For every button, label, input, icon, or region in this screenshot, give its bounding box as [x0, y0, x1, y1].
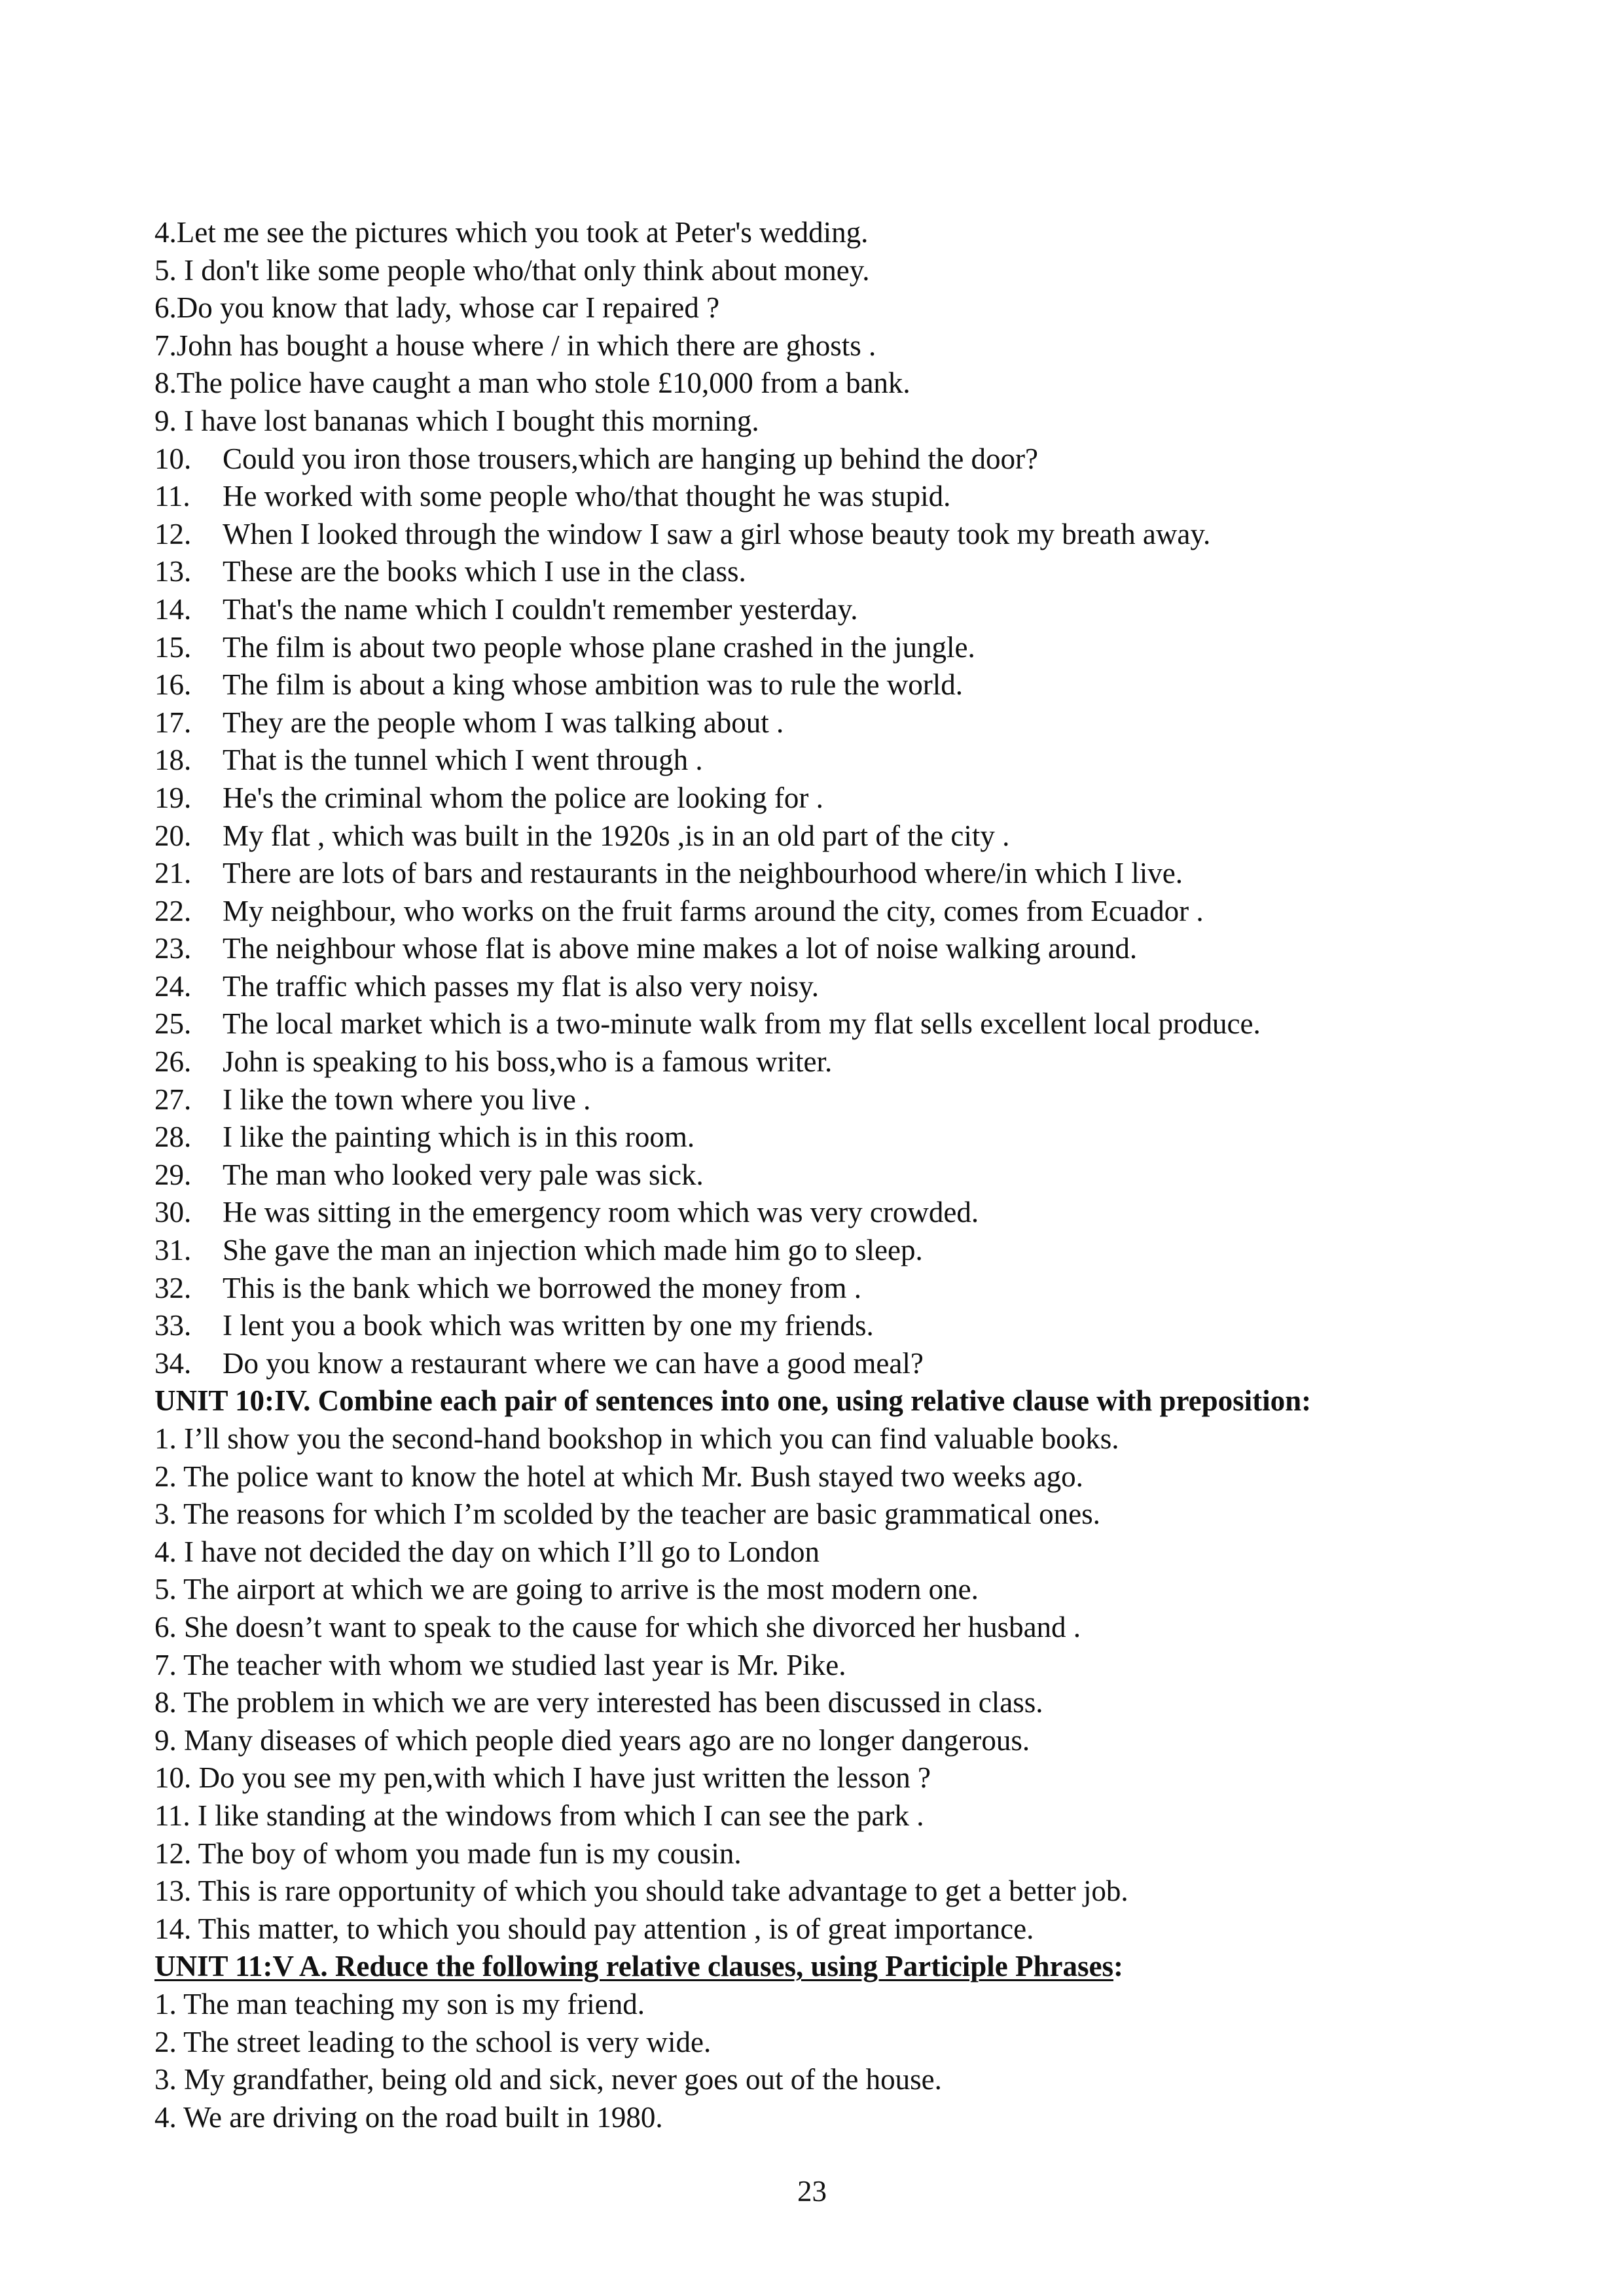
- section-heading: [154, 1948, 1490, 1986]
- item-text: John is speaking to his boss,who is a famous writer.: [223, 1045, 833, 1079]
- item-number: 31.: [154, 1234, 192, 1267]
- list-item: 6. She doesn’t want to speak to the cause for which she divorced her husband .: [154, 1610, 1081, 1643]
- list-item: 5. The airport at which we are going to arrive is the most modern one.: [154, 1573, 979, 1606]
- list-item: [154, 930, 1490, 968]
- exercise-list-continued: [154, 214, 1490, 440]
- list-item: 5. I don't like some people who/that only think about money.: [154, 253, 870, 287]
- item-text: He worked with some people who/that thought he was stupid.: [223, 480, 951, 513]
- page-number: 23: [797, 2175, 827, 2208]
- list-item: 4.Let me see the pictures which you took at Peter's wedding.: [154, 216, 869, 249]
- list-item: [154, 1157, 1490, 1194]
- item-number: 21.: [154, 857, 192, 890]
- list-item: [154, 893, 1490, 931]
- exercise-list-numbered: [154, 440, 1490, 1383]
- item-number: 28.: [154, 1121, 192, 1154]
- item-number: 32.: [154, 1271, 192, 1304]
- item-number: 22.: [154, 894, 192, 927]
- item-number: 16.: [154, 668, 192, 702]
- item-text: They are the people whom I was talking about .: [223, 706, 784, 739]
- item-text: He was sitting in the emergency room which was very crowded.: [223, 1196, 979, 1229]
- list-item: [154, 780, 1490, 817]
- item-text: He's the criminal whom the police are looking for .: [223, 781, 823, 814]
- item-number: 10.: [154, 442, 192, 475]
- list-item: [154, 817, 1490, 855]
- list-item: 7. The teacher with whom we studied last year is Mr. Pike.: [154, 1648, 846, 1681]
- section-heading-colon: :: [1113, 1950, 1123, 1983]
- item-text: When I looked through the window I saw a girl whose beauty took my breath away.: [223, 517, 1211, 550]
- item-text: The neighbour whose flat is above mine makes a lot of noise walking around.: [223, 932, 1138, 965]
- unit-10-section: [154, 1382, 1490, 1948]
- item-number: 14.: [154, 592, 192, 626]
- item-text: Could you iron those trousers,which are hanging up behind the door?: [223, 442, 1039, 475]
- list-item: [154, 968, 1490, 1006]
- list-item: [154, 1307, 1490, 1345]
- item-number: 23.: [154, 932, 192, 965]
- list-item: [154, 1005, 1490, 1043]
- item-number: 19.: [154, 781, 192, 814]
- item-number: 11.: [154, 480, 190, 513]
- item-text: I lent you a book which was written by one my friends.: [223, 1309, 874, 1342]
- list-item: [154, 1081, 1490, 1119]
- list-item: 9. I have lost bananas which I bought this morning.: [154, 404, 759, 437]
- list-item: [154, 629, 1490, 667]
- list-item: [154, 704, 1490, 742]
- list-item: 8.The police have caught a man who stole £10,000 from a bank.: [154, 367, 911, 400]
- item-number: 24.: [154, 969, 192, 1003]
- item-text: I like the painting which is in this room.: [223, 1121, 695, 1154]
- list-item: [154, 1119, 1490, 1157]
- list-item: [154, 553, 1490, 591]
- item-number: 26.: [154, 1045, 192, 1079]
- list-item: 4. I have not decided the day on which I’ll go to London: [154, 1535, 820, 1568]
- list-item: 4. We are driving on the road built in 1980.: [154, 2100, 663, 2134]
- item-number: 20.: [154, 819, 192, 852]
- item-number: 25.: [154, 1007, 192, 1041]
- item-text: She gave the man an injection which made him go to sleep.: [223, 1234, 923, 1267]
- item-text: I like the town where you live .: [223, 1083, 591, 1116]
- list-item: [154, 742, 1490, 780]
- list-item: 7.John has bought a house where / in which there are ghosts .: [154, 329, 876, 362]
- list-item: 3. My grandfather, being old and sick, never goes out of the house.: [154, 2063, 942, 2096]
- list-item: [154, 591, 1490, 629]
- list-item: 1. I’ll show you the second-hand bookshop in which you can find valuable books.: [154, 1422, 1119, 1455]
- item-number: 27.: [154, 1083, 192, 1116]
- list-item: 11. I like standing at the windows from which I can see the park .: [154, 1799, 924, 1832]
- list-item: [154, 1194, 1490, 1232]
- list-item: [154, 666, 1490, 704]
- section-heading-title: UNIT 11:V A. Reduce the following relative clauses, using Participle Phrases: [154, 1950, 1113, 1983]
- list-item: 14. This matter, to which you should pay attention , is of great importance.: [154, 1912, 1034, 1945]
- list-item: [154, 855, 1490, 893]
- list-item: 6.Do you know that lady, whose car I repaired ?: [154, 291, 720, 325]
- list-item: 1. The man teaching my son is my friend.: [154, 1987, 645, 2020]
- item-number: 12.: [154, 517, 192, 550]
- item-number: 33.: [154, 1309, 192, 1342]
- item-number: 18.: [154, 744, 192, 777]
- list-item: [154, 440, 1490, 478]
- item-text: There are lots of bars and restaurants in the neighbourhood where/in which I live.: [223, 857, 1183, 890]
- item-text: The film is about two people whose plane crashed in the jungle.: [223, 630, 975, 664]
- list-item: [154, 1270, 1490, 1308]
- item-text: My neighbour, who works on the fruit farms around the city, comes from Ecuador .: [223, 894, 1204, 927]
- list-item: [154, 1345, 1490, 1383]
- list-item: 3. The reasons for which I’m scolded by the teacher are basic grammatical ones.: [154, 1498, 1100, 1531]
- item-text: This is the bank which we borrowed the money from .: [223, 1271, 862, 1304]
- unit-11-section: [154, 1948, 1490, 2136]
- list-item: 10. Do you see my pen,with which I have just written the lesson ?: [154, 1761, 931, 1795]
- list-item: 2. The police want to know the hotel at which Mr. Bush stayed two weeks ago.: [154, 1460, 1083, 1493]
- item-text: The local market which is a two-minute walk from my flat sells excellent local produce.: [223, 1007, 1261, 1041]
- item-number: 13.: [154, 555, 192, 588]
- list-item: 9. Many diseases of which people died years ago are no longer dangerous.: [154, 1723, 1030, 1757]
- item-number: 29.: [154, 1158, 192, 1191]
- item-number: 34.: [154, 1346, 192, 1380]
- list-item: 8. The problem in which we are very interested has been discussed in class.: [154, 1686, 1043, 1719]
- item-text: Do you know a restaurant where we can have a good meal?: [223, 1346, 924, 1380]
- item-text: The man who looked very pale was sick.: [223, 1158, 704, 1191]
- list-item: [154, 1232, 1490, 1270]
- list-item: 12. The boy of whom you made fun is my cousin.: [154, 1837, 742, 1870]
- item-text: The traffic which passes my flat is also very noisy.: [223, 969, 820, 1003]
- item-text: The film is about a king whose ambition was to rule the world.: [223, 668, 964, 702]
- item-text: These are the books which I use in the class.: [223, 555, 746, 588]
- item-number: 15.: [154, 630, 192, 664]
- list-item: [154, 478, 1490, 516]
- list-item: 13. This is rare opportunity of which you should take advantage to get a better job.: [154, 1874, 1128, 1908]
- item-number: 17.: [154, 706, 192, 739]
- item-text: That is the tunnel which I went through .: [223, 744, 703, 777]
- page-content: [154, 214, 1490, 2136]
- item-text: That's the name which I couldn't remember yesterday.: [223, 592, 858, 626]
- section-heading: UNIT 10:IV. Combine each pair of sentences into one, using relative clause with preposition:: [154, 1384, 1312, 1418]
- list-item: [154, 1043, 1490, 1081]
- item-number: 30.: [154, 1196, 192, 1229]
- item-text: My flat , which was built in the 1920s ,is in an old part of the city .: [223, 819, 1010, 852]
- list-item: 2. The street leading to the school is very wide.: [154, 2025, 712, 2058]
- list-item: [154, 516, 1490, 554]
